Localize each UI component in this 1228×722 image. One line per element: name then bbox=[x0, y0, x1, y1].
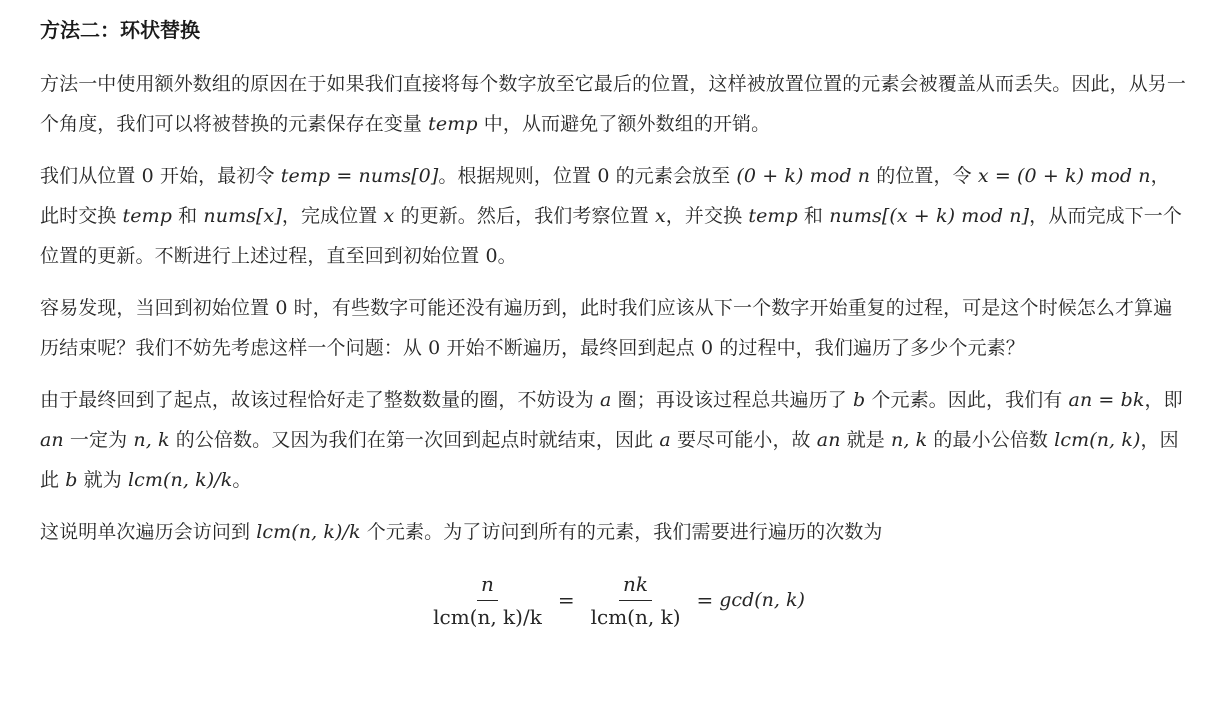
text: 和 bbox=[172, 205, 204, 227]
math-inline: an bbox=[40, 429, 64, 451]
fraction-numerator: n bbox=[477, 570, 498, 601]
math-inline: x = (0 + k) mod n bbox=[977, 165, 1151, 187]
paragraph-1 bbox=[40, 64, 1188, 144]
math-inline: temp bbox=[748, 205, 798, 227]
math-inline: n, k bbox=[891, 429, 928, 451]
text: 个元素。因此，我们有 bbox=[865, 389, 1069, 411]
text: ，此时交换 bbox=[40, 165, 1170, 227]
text: 的过程中，我们遍历了多少个元素？ bbox=[713, 337, 1025, 359]
math-inline: n, k bbox=[133, 429, 170, 451]
text: ，即 bbox=[1144, 389, 1183, 411]
math-inline: an = bk bbox=[1068, 389, 1145, 411]
math-inline: nums[(x + k) mod n] bbox=[829, 205, 1030, 227]
math-inline: an bbox=[816, 429, 841, 451]
math-inline: 0 bbox=[275, 297, 288, 319]
fraction-numerator: nk bbox=[619, 570, 652, 601]
text: 开始，最初令 bbox=[153, 165, 281, 187]
paragraph-5 bbox=[40, 512, 1188, 552]
math-inline: a bbox=[659, 429, 671, 451]
fraction-denominator: lcm(n, k)/k bbox=[433, 604, 542, 629]
text: 要尽可能小，故 bbox=[670, 429, 817, 451]
math-inline: temp bbox=[428, 113, 478, 135]
text: 的最小公倍数 bbox=[927, 429, 1055, 451]
math-inline: 0 bbox=[700, 337, 714, 359]
text: 就是 bbox=[840, 429, 892, 451]
text: ，从而完成下一个位置的更新。不断进行上述过程，直至回到初始位置 bbox=[40, 205, 1182, 267]
fraction-denominator: lcm(n, k) bbox=[590, 604, 681, 629]
math-inline: temp bbox=[122, 205, 173, 227]
text: 一定为 bbox=[63, 429, 134, 451]
paragraph-3 bbox=[40, 288, 1188, 368]
formula-result: gcd(n, k) bbox=[719, 589, 805, 611]
text: 开始不断遍历，最终回到起点 bbox=[440, 337, 701, 359]
math-inline: 0 bbox=[597, 165, 610, 187]
text: 的公倍数。又因为我们在第一次回到起点时就结束，因此 bbox=[169, 429, 660, 451]
text: 就为 bbox=[77, 469, 128, 491]
fraction-2 bbox=[587, 570, 685, 631]
math-inline: 0 bbox=[428, 337, 441, 359]
text: 容易发现，当回到初始位置 bbox=[40, 297, 276, 319]
math-inline: temp = nums[0] bbox=[280, 165, 439, 187]
text: 这说明单次遍历会访问到 bbox=[40, 521, 257, 543]
equals-sign: = bbox=[557, 588, 575, 612]
text: 我们从位置 bbox=[40, 165, 142, 187]
text: ，并交换 bbox=[665, 205, 749, 227]
text: 的元素会放至 bbox=[609, 165, 737, 187]
math-inline: b bbox=[852, 389, 866, 411]
math-inline: a bbox=[600, 389, 612, 411]
equals-sign: = bbox=[696, 588, 714, 612]
text: ，因此 bbox=[40, 429, 1179, 491]
text: 和 bbox=[797, 205, 830, 227]
text: 。 bbox=[232, 469, 252, 491]
math-inline: lcm(n, k) bbox=[1054, 429, 1141, 451]
math-inline: x bbox=[383, 205, 395, 227]
text: 圈；再设该过程总共遍历了 bbox=[611, 389, 853, 411]
math-inline: 0 bbox=[485, 245, 498, 267]
text: 由于最终回到了起点，故该过程恰好走了整数数量的圈，不妨设为 bbox=[40, 389, 601, 411]
text: 方法一中使用额外数组的原因在于如果我们直接将每个数字放至它最后的位置，这样被放置位置的元素会被覆盖从而丢失。因此，从另一个角度，我们可以将被替换的元素保存在变量 bbox=[40, 73, 1187, 135]
text: 中，从而避免了额外数组的开销。 bbox=[477, 113, 771, 135]
text: 的更新。然后，我们考察位置 bbox=[394, 205, 655, 227]
math-inline: nums[x] bbox=[203, 205, 282, 227]
math-inline: lcm(n, k)/k bbox=[256, 521, 361, 543]
math-inline: (0 + k) mod n bbox=[736, 165, 871, 187]
display-formula bbox=[40, 564, 1188, 636]
math-inline: x bbox=[654, 205, 666, 227]
text: 。 bbox=[497, 245, 517, 267]
math-inline: b bbox=[65, 469, 78, 491]
paragraph-4 bbox=[40, 380, 1188, 500]
text: 。根据规则，位置 bbox=[438, 165, 598, 187]
text: 个元素。为了访问到所有的元素，我们需要进行遍历的次数为 bbox=[360, 521, 883, 543]
section-heading: 方法二：环状替换 bbox=[40, 18, 200, 42]
text: ，完成位置 bbox=[281, 205, 384, 227]
text: 的位置，令 bbox=[870, 165, 978, 187]
fraction-1 bbox=[429, 570, 546, 631]
paragraph-2 bbox=[40, 156, 1188, 276]
math-inline: lcm(n, k)/k bbox=[128, 469, 233, 491]
text: 时，有些数字可能还没有遍历到，此时我们应该从下一个数字开始重复的过程，可是这个时候怎么才算遍历结束呢？我们不妨先考虑这样一个问题：从 bbox=[40, 297, 1173, 359]
math-inline: 0 bbox=[141, 165, 154, 187]
